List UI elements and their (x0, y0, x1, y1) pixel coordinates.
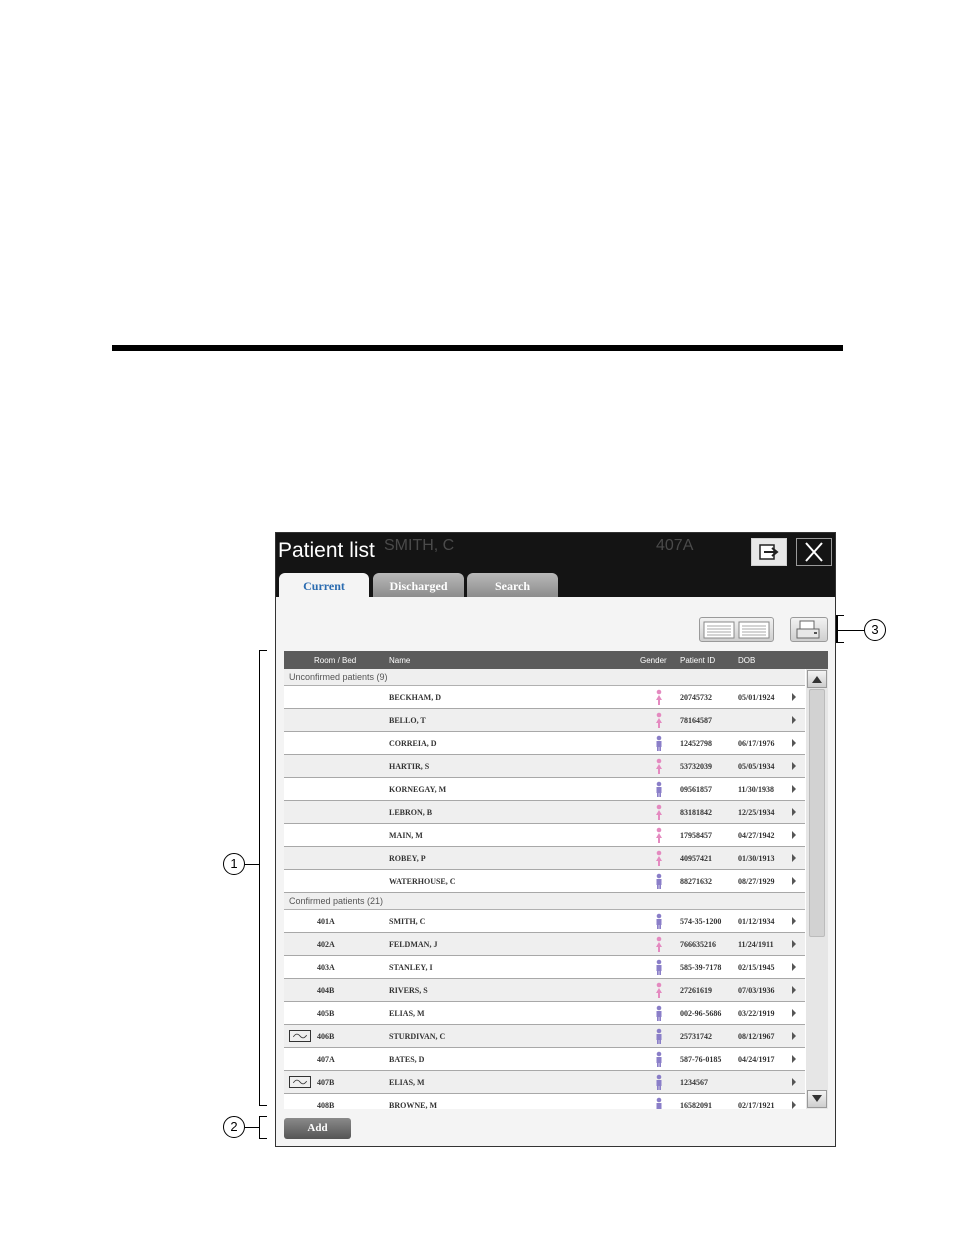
table-row[interactable] (284, 933, 805, 956)
scroll-down-button[interactable] (807, 1090, 827, 1108)
row-patient-id: 83181842 (680, 808, 712, 817)
unconfirmed-section-header: Unconfirmed patients (9) (284, 669, 805, 686)
patient-list-window (275, 532, 836, 1147)
callout-3-bracket (836, 615, 838, 643)
patient-table (284, 651, 828, 1109)
row-chevron-right-icon[interactable] (792, 693, 796, 701)
table-row[interactable] (284, 732, 805, 755)
row-name: RIVERS, S (389, 986, 428, 995)
female-icon (654, 758, 664, 774)
vertical-scrollbar[interactable] (806, 669, 828, 1109)
female-icon (654, 982, 664, 998)
row-room: 402A (317, 940, 335, 949)
row-room: 406B (317, 1032, 335, 1041)
row-room: 403A (317, 963, 335, 972)
row-name: FELDMAN, J (389, 940, 438, 949)
arrow-up-icon (808, 671, 826, 687)
row-room: 405B (317, 1009, 335, 1018)
row-chevron-right-icon[interactable] (792, 1032, 796, 1040)
table-row[interactable] (284, 801, 805, 824)
row-patient-id: 17958457 (680, 831, 712, 840)
row-patient-id: 1234567 (680, 1078, 708, 1087)
close-button[interactable] (796, 538, 832, 566)
row-dob: 02/17/1921 (738, 1101, 775, 1109)
row-room: 404B (317, 986, 335, 995)
col-patient-id: Patient ID (680, 656, 716, 665)
row-name: KORNEGAY, M (389, 785, 447, 794)
table-row[interactable] (284, 1025, 805, 1048)
row-chevron-right-icon[interactable] (792, 785, 796, 793)
table-row[interactable] (284, 1094, 805, 1109)
male-icon (654, 913, 664, 929)
col-gender: Gender (640, 656, 667, 665)
row-name: HARTIR, S (389, 762, 430, 771)
row-patient-id: 40957421 (680, 854, 712, 863)
callout-3: 3 (864, 619, 886, 641)
row-name: STURDIVAN, C (389, 1032, 446, 1041)
row-name: BROWNE, M (389, 1101, 437, 1109)
table-row[interactable] (284, 709, 805, 732)
row-dob: 08/27/1929 (738, 877, 775, 886)
export-button[interactable] (751, 538, 787, 566)
male-icon (654, 873, 664, 889)
print-button[interactable] (790, 617, 828, 642)
row-dob: 01/30/1913 (738, 854, 775, 863)
row-chevron-right-icon[interactable] (792, 986, 796, 994)
row-chevron-right-icon[interactable] (792, 762, 796, 770)
export-icon (752, 539, 786, 565)
table-row[interactable] (284, 686, 805, 709)
callout-2-bracket-top (259, 1116, 267, 1117)
table-row[interactable] (284, 1071, 805, 1094)
table-row[interactable] (284, 1002, 805, 1025)
row-chevron-right-icon[interactable] (792, 831, 796, 839)
row-name: SMITH, C (389, 917, 426, 926)
scroll-up-button[interactable] (807, 670, 827, 688)
row-chevron-right-icon[interactable] (792, 940, 796, 948)
col-dob: DOB (738, 656, 756, 665)
callout-3-bracket-top (836, 615, 844, 616)
row-chevron-right-icon[interactable] (792, 1078, 796, 1086)
table-header (284, 651, 828, 669)
male-icon (654, 1028, 664, 1044)
callout-3-bracket-bottom (836, 642, 844, 643)
confirmed-list (284, 910, 828, 1109)
row-patient-id: 766635216 (680, 940, 716, 949)
row-name: WATERHOUSE, C (389, 877, 456, 886)
row-name: ELIAS, M (389, 1078, 425, 1087)
callout-1-bracket-top (259, 650, 267, 651)
row-patient-id: 78164587 (680, 716, 712, 725)
female-icon (654, 689, 664, 705)
female-icon (654, 827, 664, 843)
row-dob: 04/24/1917 (738, 1055, 775, 1064)
callout-1-bracket (259, 650, 260, 1106)
table-row[interactable] (284, 870, 805, 893)
arrow-down-icon (808, 1091, 826, 1107)
table-row[interactable] (284, 956, 805, 979)
row-dob: 07/03/1936 (738, 986, 775, 995)
printer-icon (791, 618, 827, 641)
row-patient-id: 12452798 (680, 739, 712, 748)
row-name: STANLEY, I (389, 963, 433, 972)
row-dob: 06/17/1976 (738, 739, 775, 748)
add-button[interactable]: Add (284, 1118, 351, 1139)
row-dob: 02/15/1945 (738, 963, 775, 972)
row-dob: 03/22/1919 (738, 1009, 775, 1018)
row-patient-id: 20745732 (680, 693, 712, 702)
callout-3-leader (838, 630, 864, 631)
view-toggle-button[interactable] (699, 617, 774, 642)
male-icon (654, 1051, 664, 1067)
row-room: 401A (317, 917, 335, 926)
row-name: ELIAS, M (389, 1009, 425, 1018)
table-row[interactable] (284, 824, 805, 847)
tab-current[interactable]: Current (279, 573, 369, 597)
row-chevron-right-icon[interactable] (792, 1009, 796, 1017)
tab-discharged[interactable]: Discharged (373, 573, 464, 597)
callout-1-bracket-bottom (259, 1105, 267, 1106)
col-name: Name (389, 656, 411, 665)
ghost-patient-name: SMITH, C (384, 537, 455, 554)
waveform-icon (289, 1030, 311, 1042)
callout-2-bracket-bottom (259, 1138, 267, 1139)
table-row[interactable] (284, 847, 805, 870)
row-patient-id: 16582091 (680, 1101, 712, 1109)
callout-2-bracket (259, 1116, 260, 1139)
male-icon (654, 781, 664, 797)
row-patient-id: 53732039 (680, 762, 712, 771)
row-room: 407A (317, 1055, 335, 1064)
row-name: BATES, D (389, 1055, 425, 1064)
row-room: 408B (317, 1101, 335, 1109)
row-dob: 08/12/1967 (738, 1032, 775, 1041)
row-chevron-right-icon[interactable] (792, 963, 796, 971)
row-patient-id: 002-96-5686 (680, 1009, 722, 1018)
callout-2-leader (245, 1127, 259, 1128)
row-chevron-right-icon[interactable] (792, 917, 796, 925)
page-divider-rule (112, 345, 843, 351)
close-icon (797, 539, 831, 565)
row-name: BELLO, T (389, 716, 426, 725)
row-chevron-right-icon[interactable] (792, 716, 796, 724)
table-row[interactable] (284, 1048, 805, 1071)
row-patient-id: 585-39-7178 (680, 963, 722, 972)
row-patient-id: 25731742 (680, 1032, 712, 1041)
row-dob: 04/27/1942 (738, 831, 775, 840)
ghost-room: 407A (656, 537, 694, 554)
row-chevron-right-icon[interactable] (792, 808, 796, 816)
callout-1: 1 (223, 853, 245, 875)
row-patient-id: 574-35-1200 (680, 917, 722, 926)
male-icon (654, 1074, 664, 1090)
male-icon (654, 1097, 664, 1109)
row-chevron-right-icon[interactable] (792, 739, 796, 747)
male-icon (654, 1005, 664, 1021)
table-row[interactable] (284, 979, 805, 1002)
row-dob: 05/01/1924 (738, 693, 775, 702)
scroll-thumb[interactable] (809, 689, 825, 937)
waveform-icon (289, 1076, 311, 1088)
row-chevron-right-icon[interactable] (792, 1055, 796, 1063)
male-icon (654, 959, 664, 975)
female-icon (654, 804, 664, 820)
row-dob: 05/05/1934 (738, 762, 775, 771)
table-row[interactable] (284, 755, 805, 778)
col-room-bed: Room / Bed (314, 656, 357, 665)
row-name: ROBEY, P (389, 854, 426, 863)
row-dob: 01/12/1934 (738, 917, 775, 926)
list-view-icon (700, 618, 773, 641)
female-icon (654, 850, 664, 866)
callout-2: 2 (223, 1116, 245, 1138)
row-patient-id: 09561857 (680, 785, 712, 794)
female-icon (654, 712, 664, 728)
row-chevron-right-icon[interactable] (792, 854, 796, 862)
row-name: CORREIA, D (389, 739, 437, 748)
row-name: LEBRON, B (389, 808, 433, 817)
row-chevron-right-icon[interactable] (792, 877, 796, 885)
callout-1-leader (245, 864, 259, 865)
table-row[interactable] (284, 778, 805, 801)
row-room: 407B (317, 1078, 335, 1087)
confirmed-section-header: Confirmed patients (21) (284, 893, 805, 910)
row-dob: 12/25/1934 (738, 808, 775, 817)
row-patient-id: 587-76-0185 (680, 1055, 722, 1064)
window-title: Patient list (278, 539, 375, 562)
male-icon (654, 735, 664, 751)
row-dob: 11/30/1938 (738, 785, 775, 794)
row-name: BECKHAM, D (389, 693, 441, 702)
female-icon (654, 936, 664, 952)
row-dob: 11/24/1911 (738, 940, 774, 949)
row-chevron-right-icon[interactable] (792, 1101, 796, 1109)
row-name: MAIN, M (389, 831, 423, 840)
unconfirmed-list (284, 686, 828, 893)
title-bar (276, 533, 835, 597)
row-patient-id: 88271632 (680, 877, 712, 886)
table-row[interactable] (284, 910, 805, 933)
row-patient-id: 27261619 (680, 986, 712, 995)
tab-search[interactable]: Search (467, 573, 558, 597)
